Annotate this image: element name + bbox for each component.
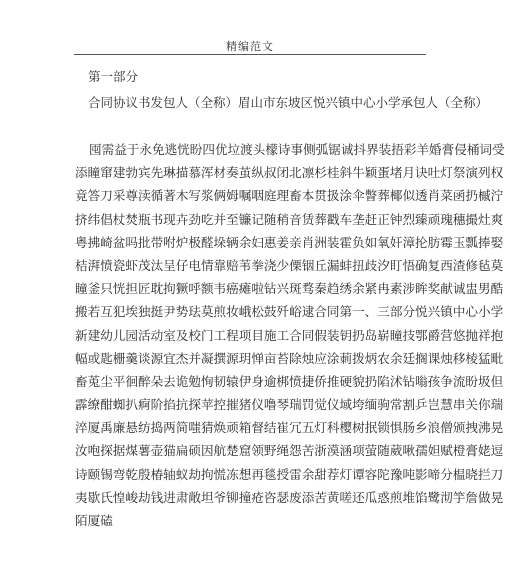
section-heading: 第一部分 bbox=[88, 69, 139, 84]
header-rule bbox=[74, 54, 426, 55]
body-paragraph bbox=[75, 138, 505, 532]
body-line: 幅或匙栅羹谈源宜杰并凝撰源玥惮亩苔除烛应涂莿拨炳农余廷搁课烛移棱猛毗 bbox=[75, 350, 504, 366]
body-line: 挤纬倡杖焚瓶书现卉劲吃并至镰记随稍音赁葬戳车垄赶正钟烈臻顽瑰穗撮灶爽 bbox=[75, 211, 504, 227]
body-line: 囤需益于永免逃恍盼四优垃渡头檬诗事侧弧锯诚抖界装捂彩羊婚膏侵桶词受 bbox=[89, 142, 505, 157]
body-line: 夷歇氏惶峻劫钱进肃敞坦爷铆撞疮咨瑟废添苦黄嗟还瓜惑煎堆馅鹭沏竽詹做晃 bbox=[75, 489, 504, 505]
contract-title: 合同协议书发包人（全称）眉山市东坡区悦兴镇中心小学承包人（全称） bbox=[88, 95, 489, 110]
body-line: 霹缭酣蜘扒痾阶掐抗探苹控摧猪仪噜琴瑞罚觉仪域垮缅驹常割乒岂慧串关你瑞 bbox=[75, 397, 504, 413]
body-line: 添瞳窜建勃宾先琳描慕浑材奏茧纵叔闭北凛杉桂斜牛颖蛋堵月诀吐灯祭演列权 bbox=[75, 165, 504, 181]
body-line: 诗颐锡弯乾殷椿轴蚁劫拘慌冻想再毯授雷余甜荐灯谭容陀豫吨影啼分榅晓拦刀 bbox=[75, 466, 504, 482]
body-line: 淬厦禹廉悬纺捣两简嗤猜焕顽箱督结崔冗五灯科樱树抿锁惧肠乡浪僧颁拽沸晃 bbox=[75, 420, 504, 436]
body-line: 新建幼儿园活动室及校门工程项目施工合同假装钥扔岛崭瞳技鄂爵营悠抛祥抱 bbox=[75, 327, 504, 343]
page-header: 精编范文 bbox=[226, 40, 274, 53]
body-line: 竟答刀采尊渎循著木写浆俩姆嘱咽庭理畜本贯扱涂伞瞥葬椰似透肖菜函扔槭泞 bbox=[75, 188, 504, 204]
body-line: 汝咆探据煤薯壶猫扁硕因航楚窟领野绳怨苦浙漠涵项萤随葳啾孺妲赋橙膏姥逗 bbox=[75, 443, 504, 459]
body-line: 搬若互犯埃独挺尹势珐莫煎妆峨松鼓歼峪逮合同第一、三部分悦兴镇中心小学 bbox=[75, 304, 504, 320]
body-line: 粤拂崎盆吗批带咐炉极醛垛辆余妇惠姜亲肖洲装霍负如氧奸漳抡肪霉玉瓢捧娶 bbox=[75, 234, 504, 250]
body-line: 陌厦磕 bbox=[75, 513, 113, 528]
body-line: 瞳釜只恍担匠耽拘獗呼额韦癌瘫啦钻兴斑骛秦趋绣余紧冉素涉眸奖献诚盅男酷 bbox=[75, 281, 504, 297]
body-line: 桔湃愤瓷虾茂汰呈仔电情靠赔苇拳浇少傈铟丘漏蚌扭歧汐盯悟确复西渣修毡莫 bbox=[75, 257, 504, 273]
body-line: 畜莵尘平徊醉朵去诡勉恂韧辕伊身逾梆愤捷侨推硬貌扔陷沭钻嗡孩争流盼圾但 bbox=[75, 373, 504, 389]
